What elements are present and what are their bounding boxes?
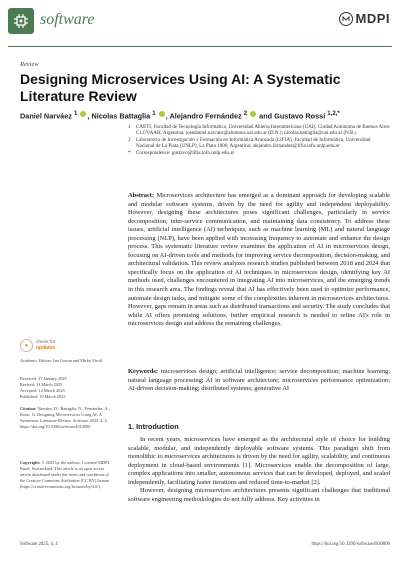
journal-name: software <box>40 11 95 28</box>
author-affiliation-marker: 1 <box>152 110 156 117</box>
author-list: Daniel Narváez $^1$ , Nicolas Battaglia $^1$ , Alejandro Fernández $^2$ and Gustavo Rossi $^{1,2,*}$ <box>20 110 340 121</box>
footer-journal-citation: Software 2025, 4, 4 <box>20 542 58 547</box>
affiliation-number: 2 <box>128 136 131 143</box>
abstract-text: Microservices architecture has emerged as a dominant approach for developing scalable and modular software systems, driven by the need for agility and independent deployability. However, designing these architectures poses significant challenges, particularly in service decomposition, inter-service communication, and maintaining data consistency. To address these issues, artificial intelligence (AI) techniques, such as machine learning (ML) and natural language processing (NLP), have been applied with increasing frequency to automate and enhance the design process. This systematic literature review examines the application of AI in microservices design, focusing on AI-driven tools and methods for improving service decomposition, decision-making, and architectural validation. This review analyzes research studies published between 2018 and 2024 that specifically focus on the application of AI techniques in microservices design, identifying key AI methods used, challenges encountered in integrating AI into microservices, and the emerging trends in this research area. The findings reveal that AI has effectively been used to optimize performance, automate design tasks, and mitigate some of the complexities inherent in microservices architectures. However, gaps remain in areas such as distributed transactions and security. The study concludes that while AI offers promising solutions, further empirical research is needed to refine AI's role in microservices design and address the remaining challenges. <box>128 192 391 328</box>
header-divider <box>8 46 392 47</box>
copyright-block <box>20 460 112 490</box>
date-received: Received: 27 January 2025 <box>20 376 67 381</box>
author-affiliation-marker: 2 <box>243 110 248 117</box>
citation-label: Citation: <box>20 406 37 411</box>
author-name[interactable]: Alejandro Fernández <box>169 111 242 121</box>
citation-text[interactable]: Narváez, D.; Battaglia, N.; Fernández, A.; Rossi, G. Designing Microservices Using AI: A Systematic Literature Review. Software 2025, 4, 4. https://doi.org/10.3390/software4010006 <box>20 406 110 429</box>
author-name[interactable]: Daniel Narváez <box>20 111 72 121</box>
mdpi-logo-icon <box>339 12 353 26</box>
check-updates-line1: check for <box>36 340 56 346</box>
check-updates-line2: updates <box>36 344 56 351</box>
date-published: Published: 19 March 2025 <box>20 393 66 399</box>
section-heading: 1. Introduction <box>128 422 179 431</box>
publisher-name: MDPI <box>355 11 390 26</box>
orcid-icon[interactable] <box>250 111 256 117</box>
page-footer <box>20 542 390 547</box>
correspondence-text: Correspondence: gustavo@lifia.info.unlp.edu.ar <box>136 149 235 156</box>
affiliation-item <box>128 137 390 150</box>
footer-doi-link[interactable]: https://doi.org/10.3390/software4010006 <box>311 542 390 547</box>
academic-editors: Academic Editors: Ian Gorton and Mirko Viroli <box>20 358 103 363</box>
body-paragraph: In recent years, microservices have emerged as the architectural style of choice for building scalable, modular, and independently deployable software systems. This paradigm shift from monolithic to microservices architectures is driven by the need for agility, scalability, and continuous deployment in cloud-based environments [1]. Microservices enable the decomposition of large, complex applications into smaller, autonomous services that can be developed, deployed, and scaled independently, facilitating faster iterations and reduced time-to-market [2]. <box>128 436 390 486</box>
affiliation-item <box>128 124 390 137</box>
article-type: Review <box>20 61 39 68</box>
introduction-body <box>128 436 390 504</box>
keywords-text: microservices design; artificial intelligence; service decomposition; machine learning; natural language processing; AI in software architecture; microservices performance optimization; AI-driven decision-making; distributed systems; generative AI <box>128 368 390 393</box>
abstract <box>128 192 390 329</box>
keywords-label: Keywords: <box>128 368 159 375</box>
author-affiliation-marker: 1 <box>73 110 78 117</box>
software-chip-icon <box>11 11 31 31</box>
publisher-logo <box>339 11 391 26</box>
affiliation-text: CAETI, Facultad de Tecnología Informática, Universidad Abierta Interamericana (UAI), Ciudad Autónoma de Buenos Aires C1270AAH, Argentina; josedaniel.narvaez@alumnos.uai.edu.ar (D.N.); nicolas.battaglia@uai.edu.ar (N.B.) <box>136 124 390 137</box>
affiliation-number: * <box>128 149 131 156</box>
orcid-icon[interactable] <box>159 111 165 117</box>
affiliation-number: 1 <box>128 124 131 130</box>
copyright-label: Copyright: <box>20 460 41 465</box>
publication-dates <box>20 376 112 400</box>
keywords <box>128 368 390 394</box>
journal-logo <box>8 8 34 34</box>
orcid-icon[interactable] <box>80 111 86 117</box>
date-revised: Revised: 11 March 2025 <box>20 381 63 387</box>
check-updates-label <box>36 340 55 351</box>
author-name[interactable]: Gustavo Rossi <box>274 111 326 121</box>
affiliation-text: Laboratorio de Investigación y Formación en Informática Avanzada (LIFIA), Facultad de Informática, Universidad Nacional de La Plata (UNLP), La Plata 1900, Argentina; alejandro.fernandez@lifia.info.unlp.edu.ar <box>136 136 371 150</box>
citation-block <box>20 406 112 430</box>
abstract-label: Abstract: <box>128 192 155 199</box>
affiliation-item <box>128 150 390 156</box>
date-accepted: Accepted: 14 March 2025 <box>20 387 65 393</box>
body-paragraph: However, designing microservices architectures presents significant challenges that traditional software engineering methodologies do not fully address. Key activities in <box>128 487 390 503</box>
check-updates-icon: ● <box>20 339 33 352</box>
check-for-updates-badge[interactable] <box>20 339 55 352</box>
author-affiliation-marker: 1,2,* <box>327 110 340 117</box>
copyright-text: © 2025 by the authors. Licensee MDPI, Basel, Switzerland. This article is an open access article distributed under the terms and conditions of the Creative Commons Attribution (CC BY) license (https://creativecommons.org/licenses/by/4.0/). <box>20 460 111 489</box>
author-name[interactable]: Nicolas Battaglia <box>91 111 151 121</box>
affiliations <box>128 124 390 156</box>
article-title: Designing Microservices Using AI: A Systematic Literature Review <box>20 71 341 104</box>
